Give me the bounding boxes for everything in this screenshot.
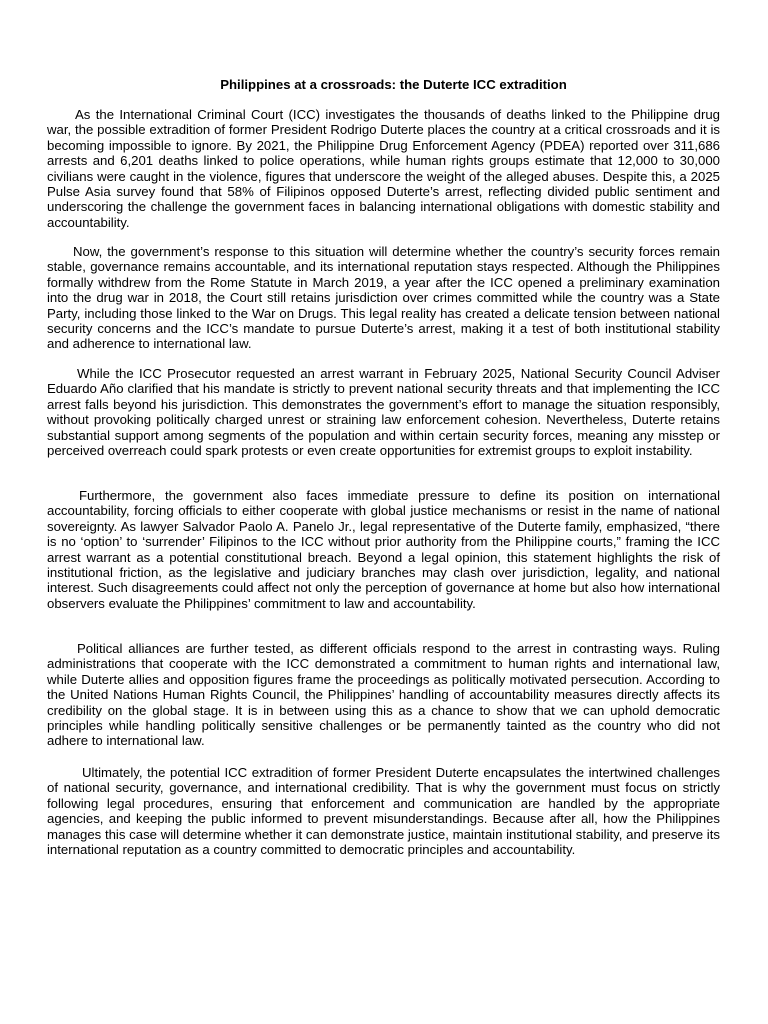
- paragraph-5: Political alliances are further tested, as different officials respond to the arrest in contrasting ways. Ruling administrations that cooperate with the ICC demonstrated a commitment to human rights and international law, while Duterte allies and opposition figures frame the proceedings as politically motivated persecution. According to the United Nations Human Rights Council, the Philippines’ handling of accountability measures directly affects its credibility on the global stage. It is in between using this as a chance to show that we can uphold democratic principles while handling politically sensitive challenges or be permanently tainted as the country who did not adhere to international law.: [47, 641, 720, 749]
- paragraph-1: As the International Criminal Court (ICC) investigates the thousands of deaths linked to the Philippine drug war, the possible extradition of former President Rodrigo Duterte places the country at a critical crossroads and it is becoming impossible to ignore. By 2021, the Philippine Drug Enforcement Agency (PDEA) reported over 311,686 arrests and 6,201 deaths linked to police operations, while human rights groups estimate that 12,000 to 30,000 civilians were caught in the violence, figures that underscore the weight of the alleged abuses. Despite this, a 2025 Pulse Asia survey found that 58% of Filipinos opposed Duterte’s arrest, reflecting divided public sentiment and underscoring the challenge the government faces in balancing international obligations with domestic stability and accountability.: [47, 107, 720, 230]
- paragraph-2: Now, the government’s response to this situation will determine whether the country’s security forces remain stable, governance remains accountable, and its international reputation stays respected. Although the Philippines formally withdrew from the Rome Statute in March 2019, a year after the ICC opened a preliminary examination into the drug war in 2018, the Court still retains jurisdiction over crimes committed while the country was a State Party, including those linked to the War on Drugs. This legal reality has created a delicate tension between national security concerns and the ICC’s mandate to pursue Duterte’s arrest, making it a test of both institutional stability and adherence to international law.: [47, 244, 720, 352]
- paragraph-3: While the ICC Prosecutor requested an arrest warrant in February 2025, National Security Council Adviser Eduardo Año clarified that his mandate is strictly to prevent national security threats and that implementing the ICC arrest falls beyond his jurisdiction. This demonstrates the government’s effort to manage the situation responsibly, without provoking politically charged unrest or straining law enforcement cohesion. Nevertheless, Duterte retains substantial support among segments of the population and within certain security forces, meaning any misstep or perceived overreach could spark protests or even create opportunities for extremist groups to exploit instability.: [47, 366, 720, 459]
- document-title: Philippines at a crossroads: the Duterte ICC extradition: [220, 77, 567, 92]
- paragraph-4: Furthermore, the government also faces immediate pressure to define its position on international accountability, forcing officials to either cooperate with global justice mechanisms or resist in the name of national sovereignty. As lawyer Salvador Paolo A. Panelo Jr., legal representative of the Duterte family, emphasized, “there is no ‘option’ to ‘surrender’ Filipinos to the ICC without prior authority from the Philippine courts,” framing the ICC arrest warrant as a potential constitutional breach. Beyond a legal opinion, this statement highlights the risk of institutional friction, as the legislative and judiciary branches may clash over jurisdiction, legality, and national interest. Such disagreements could affect not only the perception of governance at home but also how international observers evaluate the Philippines’ commitment to law and accountability.: [47, 488, 720, 611]
- paragraph-6: Ultimately, the potential ICC extradition of former President Duterte encapsulates the intertwined challenges of national security, governance, and international credibility. That is why the government must focus on strictly following legal procedures, ensuring that enforcement and communication are handled by the appropriate agencies, and keeping the public informed to prevent misunderstandings. Because after all, how the Philippines manages this case will determine whether it can demonstrate justice, maintain institutional stability, and preserve its international reputation as a country committed to democratic principles and accountability.: [47, 765, 720, 858]
